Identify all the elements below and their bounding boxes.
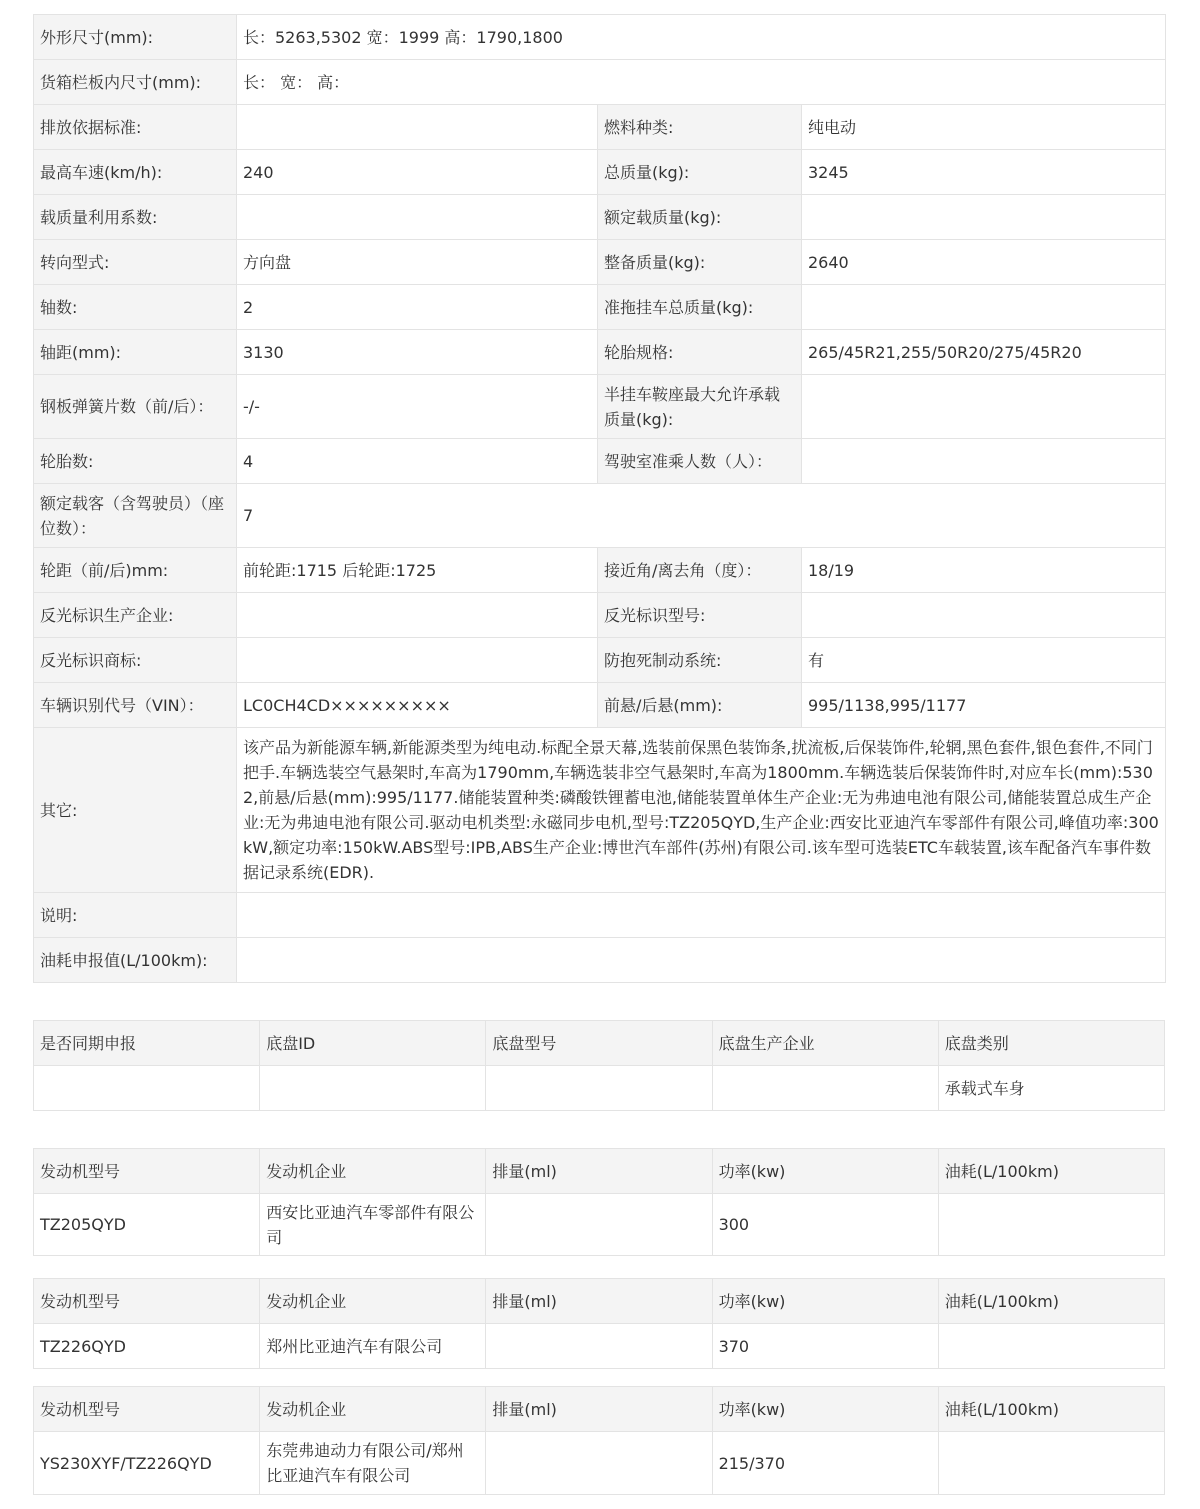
table-row (34, 285, 1166, 330)
column-header: 发动机企业 (260, 1279, 486, 1324)
other-label: 其它: (34, 728, 237, 893)
spec-value (802, 593, 1166, 638)
column-header: 底盘类别 (938, 1021, 1164, 1066)
spec-label: 半挂车鞍座最大允许承载质量(kg): (598, 375, 802, 439)
table-row (34, 439, 1166, 484)
spec-label: 轮胎数: (34, 439, 237, 484)
table-row (34, 240, 1166, 285)
table-header-row (34, 1149, 1165, 1194)
spec-label: 驾驶室准乘人数（人）： (598, 439, 802, 484)
table-header-row (34, 1387, 1165, 1432)
spec-table (33, 14, 1166, 983)
spec-label: 货箱栏板内尺寸(mm): (34, 60, 237, 105)
spec-value: 前轮距:1715 后轮距:1725 (237, 548, 598, 593)
column-header: 功率(kw) (712, 1149, 938, 1194)
spec-label: 防抱死制动系统: (598, 638, 802, 683)
column-header: 油耗(L/100km) (938, 1279, 1164, 1324)
engine-table (33, 1278, 1165, 1369)
spec-label: 轮胎规格: (598, 330, 802, 375)
column-header: 排量(ml) (486, 1279, 712, 1324)
spec-label: 额定载质量(kg): (598, 195, 802, 240)
spec-value: 长：5263,5302 宽：1999 高：1790,1800 (237, 15, 1166, 60)
spec-value: 2640 (802, 240, 1166, 285)
table-row (34, 15, 1166, 60)
spec-value: 3130 (237, 330, 598, 375)
spec-label: 接近角/离去角（度）： (598, 548, 802, 593)
spec-value: 995/1138,995/1177 (802, 683, 1166, 728)
table-cell: 承载式车身 (938, 1066, 1164, 1111)
note-value (237, 893, 1166, 938)
spec-value: 纯电动 (802, 105, 1166, 150)
spec-value: 7 (237, 484, 1166, 548)
table-row (34, 728, 1166, 893)
spec-value: 有 (802, 638, 1166, 683)
column-header: 油耗(L/100km) (938, 1149, 1164, 1194)
column-header: 底盘生产企业 (712, 1021, 938, 1066)
engine-displacement (486, 1432, 712, 1495)
spec-label: 额定载客（含驾驶员）（座位数）： (34, 484, 237, 548)
table-cell (34, 1066, 260, 1111)
spec-label: 反光标识型号: (598, 593, 802, 638)
spec-value: 265/45R21,255/50R20/275/45R20 (802, 330, 1166, 375)
table-cell (712, 1066, 938, 1111)
column-header: 油耗(L/100km) (938, 1387, 1164, 1432)
spec-value: 长： 宽： 高： (237, 60, 1166, 105)
engine-fuel (938, 1432, 1164, 1495)
fuel-value (237, 938, 1166, 983)
table-row (34, 593, 1166, 638)
engine-displacement (486, 1194, 712, 1256)
table-row (34, 1066, 1165, 1111)
fuel-label: 油耗申报值(L/100km): (34, 938, 237, 983)
spec-value (237, 593, 598, 638)
spec-label: 最高车速(km/h): (34, 150, 237, 195)
spec-value (802, 375, 1166, 439)
column-header: 底盘型号 (486, 1021, 712, 1066)
engine-power: 215/370 (712, 1432, 938, 1495)
engine-table (33, 1148, 1165, 1256)
spec-value (802, 195, 1166, 240)
spec-value (237, 638, 598, 683)
table-row (34, 60, 1166, 105)
spec-label: 车辆识别代号（VIN）： (34, 683, 237, 728)
engine-power: 300 (712, 1194, 938, 1256)
spec-value: 18/19 (802, 548, 1166, 593)
table-row (34, 375, 1166, 439)
column-header: 发动机企业 (260, 1149, 486, 1194)
table-row (34, 1324, 1165, 1369)
table-row (34, 330, 1166, 375)
spec-label: 轮距（前/后)mm: (34, 548, 237, 593)
spec-label: 轴距(mm): (34, 330, 237, 375)
spec-value: 3245 (802, 150, 1166, 195)
spec-value: 240 (237, 150, 598, 195)
table-row (34, 150, 1166, 195)
table-cell (260, 1066, 486, 1111)
spec-label: 准拖挂车总质量(kg): (598, 285, 802, 330)
table-row (34, 548, 1166, 593)
table-row (34, 683, 1166, 728)
other-value: 该产品为新能源车辆,新能源类型为纯电动.标配全景天幕,选装前保黑色装饰条,扰流板,后保装饰件,轮辋,黑色套件,银色套件,不同门把手.车辆选装空气悬架时,车高为1790mm,车辆选装非空气悬架时,车高为1800mm.车辆选装后保装饰件时,对应车长(mm):5302,前悬/后悬(mm):995/1177.储能装置种类:磷酸铁锂蓄电池,储能装置单体生产企业:无为弗迪电池有限公司,储能装置总成生产企业:无为弗迪电池有限公司.驱动电机类型:永磁同步电机,型号:TZ205QYD,生产企业:西安比亚迪汽车零部件有限公司,峰值功率:300kW,额定功率:150kW.ABS型号:IPB,ABS生产企业:博世汽车部件(苏州)有限公司.该车型可选装ETC车载装置,该车配备汽车事件数据记录系统(EDR). (237, 728, 1166, 893)
spec-value (802, 439, 1166, 484)
engine-company: 西安比亚迪汽车零部件有限公司 (260, 1194, 486, 1256)
column-header: 功率(kw) (712, 1279, 938, 1324)
spec-label: 转向型式: (34, 240, 237, 285)
table-cell (486, 1066, 712, 1111)
engine-model: TZ205QYD (34, 1194, 260, 1256)
spec-label: 反光标识商标: (34, 638, 237, 683)
note-label: 说明: (34, 893, 237, 938)
engine-displacement (486, 1324, 712, 1369)
table-row (34, 105, 1166, 150)
table-row (34, 638, 1166, 683)
table-row (34, 1194, 1165, 1256)
table-header-row (34, 1021, 1165, 1066)
table-row (34, 893, 1166, 938)
column-header: 发动机企业 (260, 1387, 486, 1432)
column-header: 排量(ml) (486, 1387, 712, 1432)
spec-value (802, 285, 1166, 330)
table-row (34, 484, 1166, 548)
column-header: 功率(kw) (712, 1387, 938, 1432)
engine-table (33, 1386, 1165, 1495)
spec-value (237, 195, 598, 240)
spec-label: 排放依据标准: (34, 105, 237, 150)
column-header: 底盘ID (260, 1021, 486, 1066)
spec-label: 燃料种类: (598, 105, 802, 150)
column-header: 发动机型号 (34, 1387, 260, 1432)
spec-value: 方向盘 (237, 240, 598, 285)
spec-label: 外形尺寸(mm): (34, 15, 237, 60)
engine-company: 郑州比亚迪汽车有限公司 (260, 1324, 486, 1369)
column-header: 排量(ml) (486, 1149, 712, 1194)
spec-label: 整备质量(kg): (598, 240, 802, 285)
table-header-row (34, 1279, 1165, 1324)
spec-value (237, 105, 598, 150)
spec-value: 4 (237, 439, 598, 484)
spec-label: 反光标识生产企业: (34, 593, 237, 638)
chassis-table (33, 1020, 1165, 1111)
spec-label: 前悬/后悬(mm): (598, 683, 802, 728)
table-row (34, 195, 1166, 240)
vin-value: LC0CH4CD××××××××× (237, 683, 598, 728)
engine-fuel (938, 1194, 1164, 1256)
engine-power: 370 (712, 1324, 938, 1369)
column-header: 发动机型号 (34, 1149, 260, 1194)
engine-model: YS230XYF/TZ226QYD (34, 1432, 260, 1495)
spec-value: 2 (237, 285, 598, 330)
engine-fuel (938, 1324, 1164, 1369)
spec-label: 载质量利用系数: (34, 195, 237, 240)
spec-value: -/- (237, 375, 598, 439)
table-row (34, 938, 1166, 983)
column-header: 发动机型号 (34, 1279, 260, 1324)
table-row (34, 1432, 1165, 1495)
spec-label: 钢板弹簧片数（前/后）： (34, 375, 237, 439)
spec-label: 总质量(kg): (598, 150, 802, 195)
spec-label: 轴数: (34, 285, 237, 330)
column-header: 是否同期申报 (34, 1021, 260, 1066)
engine-model: TZ226QYD (34, 1324, 260, 1369)
engine-company: 东莞弗迪动力有限公司/郑州比亚迪汽车有限公司 (260, 1432, 486, 1495)
